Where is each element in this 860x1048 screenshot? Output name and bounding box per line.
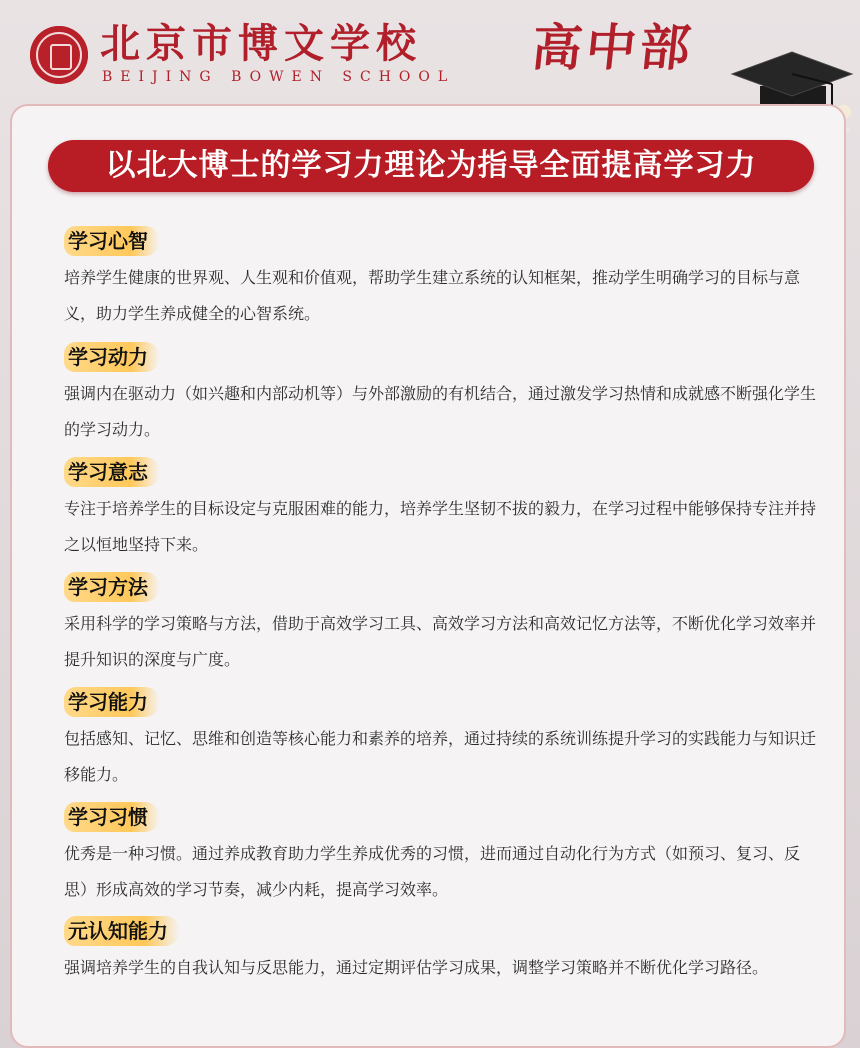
section-title: 学习动力 — [64, 342, 160, 372]
section-description: 强调内在驱动力（如兴趣和内部动机等）与外部激励的有机结合，通过激发学习热情和成就感不断强化学生的学习动力。 — [64, 384, 817, 439]
section-title: 学习意志 — [64, 457, 160, 487]
section-mind — [64, 226, 824, 332]
section-habit — [64, 802, 824, 908]
school-name-cn: 北京市博文学校 — [100, 20, 422, 67]
section-title: 学习方法 — [64, 572, 160, 602]
section-description: 专注于培养学生的目标设定与克服困难的能力，培养学生坚韧不拔的毅力，在学习过程中能够保持专注并持之以恒地坚持下来。 — [64, 499, 817, 554]
section-description: 优秀是一种习惯。通过养成教育助力学生养成优秀的习惯，进而通过自动化行为方式（如预习、复习、反思）形成高效的学习节奏，减少内耗，提高学习效率。 — [64, 844, 801, 899]
banner-title: 以北大博士的学习力理论为指导全面提高学习力 — [105, 148, 757, 183]
section-description: 包括感知、记忆、思维和创造等核心能力和素养的培养，通过持续的系统训练提升学习的实践能力与知识迁移能力。 — [64, 729, 817, 784]
division-title: 高中部 — [528, 18, 698, 77]
section-title: 学习习惯 — [64, 802, 160, 832]
section-description: 采用科学的学习策略与方法，借助于高效学习工具、高效学习方法和高效记忆方法等，不断优化学习效率并提升知识的深度与广度。 — [64, 614, 817, 669]
section-metacognition — [64, 916, 824, 986]
title-banner — [48, 140, 814, 192]
school-seal-icon — [30, 26, 88, 84]
section-title: 学习心智 — [64, 226, 160, 256]
section-will — [64, 457, 824, 563]
section-motivation — [64, 342, 824, 448]
school-name-en: BEIJING BOWEN SCHOOL — [102, 69, 456, 85]
section-ability — [64, 687, 824, 793]
section-description: 强调培养学生的自我认知与反思能力，通过定期评估学习成果，调整学习策略并不断优化学习路径。 — [64, 958, 769, 977]
section-description: 培养学生健康的世界观、人生观和价值观，帮助学生建立系统的认知框架，推动学生明确学习的目标与意义，助力学生养成健全的心智系统。 — [64, 268, 801, 323]
section-method — [64, 572, 824, 678]
section-title: 学习能力 — [64, 687, 160, 717]
section-title: 元认知能力 — [64, 916, 180, 946]
